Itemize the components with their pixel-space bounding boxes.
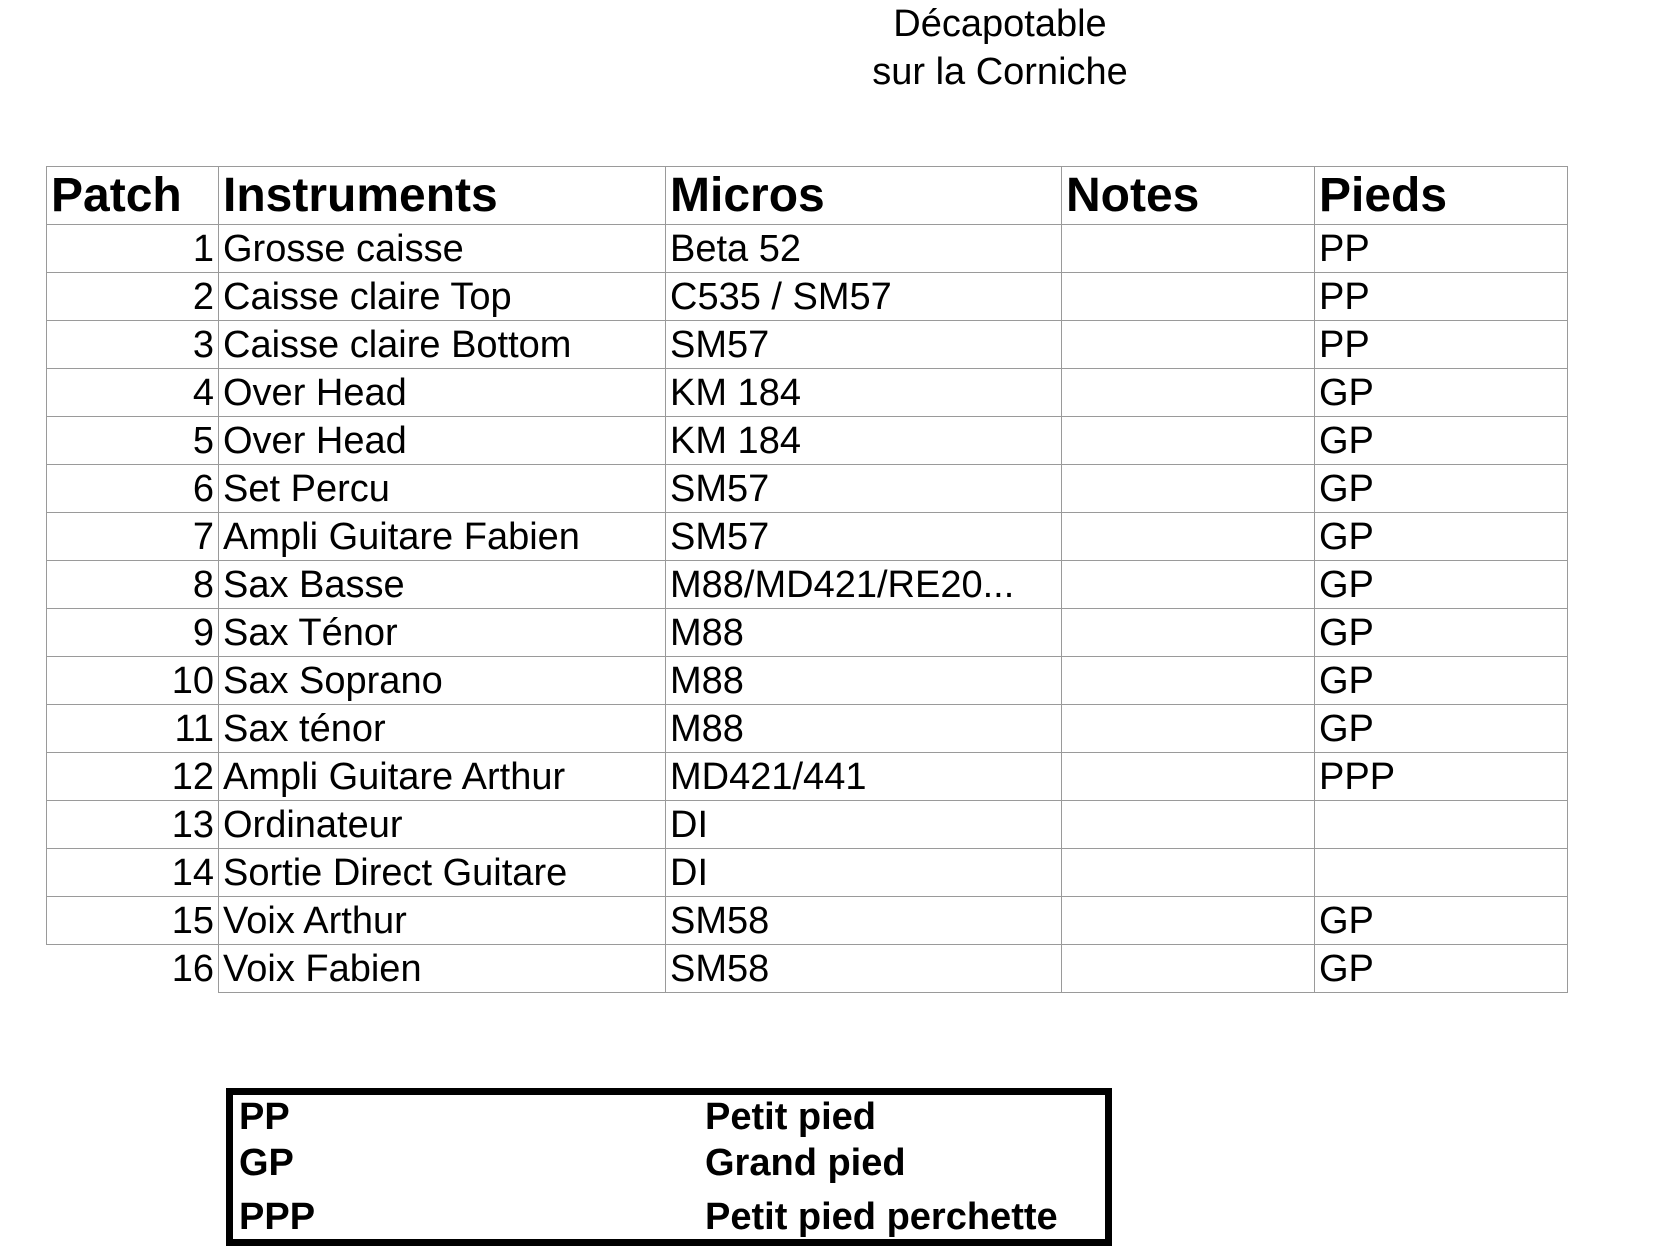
legend-row [239,1141,1099,1185]
notes-cell [1062,849,1315,897]
pied-cell: GP [1315,705,1568,753]
patch-number-cell: 7 [47,513,219,561]
title-line-1: Décapotable [893,3,1107,45]
pied-cell [1315,801,1568,849]
notes-cell [1062,273,1315,321]
instrument-cell: Set Percu [219,465,666,513]
pied-cell: PP [1315,321,1568,369]
notes-cell [1062,561,1315,609]
table-row [47,273,1568,321]
notes-cell [1062,897,1315,945]
table-row [47,849,1568,897]
notes-cell [1062,513,1315,561]
legend-abbreviation: PP [239,1096,290,1138]
micro-cell: SM57 [666,321,1062,369]
instrument-cell: Sax Ténor [219,609,666,657]
notes-cell [1062,417,1315,465]
micro-cell: MD421/441 [666,753,1062,801]
legend-box [226,1088,1112,1246]
micro-cell: SM57 [666,465,1062,513]
patch-number-cell: 10 [47,657,219,705]
micro-cell: M88 [666,705,1062,753]
patch-number-cell: 9 [47,609,219,657]
patch-number-cell: 13 [47,801,219,849]
patch-number-cell: 14 [47,849,219,897]
legend-abbreviation: GP [239,1142,294,1184]
pied-cell: GP [1315,417,1568,465]
patch-number-cell: 6 [47,465,219,513]
notes-cell [1062,801,1315,849]
notes-cell [1062,945,1315,993]
micro-cell: DI [666,849,1062,897]
pied-cell: GP [1315,513,1568,561]
instrument-cell: Over Head [219,417,666,465]
table-row [47,417,1568,465]
patch-number-cell: 1 [47,225,219,273]
header-patch: Patch [47,167,219,225]
legend-row [239,1095,1099,1139]
patch-number-cell: 11 [47,705,219,753]
pied-cell: GP [1315,945,1568,993]
table-row [47,321,1568,369]
instrument-cell: Voix Arthur [219,897,666,945]
patch-number-cell: 3 [47,321,219,369]
micro-cell: M88 [666,609,1062,657]
table-row [47,753,1568,801]
micro-cell: SM57 [666,513,1062,561]
notes-cell [1062,321,1315,369]
legend-description: Grand pied [705,1142,906,1184]
micro-cell: M88 [666,657,1062,705]
patch-number-cell: 4 [47,369,219,417]
patch-number-cell: 8 [47,561,219,609]
table-row [47,465,1568,513]
pied-cell: PP [1315,225,1568,273]
table-header-row [47,167,1568,225]
table-row [47,657,1568,705]
document-title [860,0,1140,96]
pied-cell: GP [1315,561,1568,609]
micro-cell: KM 184 [666,417,1062,465]
micro-cell: C535 / SM57 [666,273,1062,321]
table-row [47,369,1568,417]
micro-cell: M88/MD421/RE20... [666,561,1062,609]
legend-abbreviation: PPP [239,1196,316,1238]
instrument-cell: Sax Soprano [219,657,666,705]
table-row [47,561,1568,609]
notes-cell [1062,753,1315,801]
pied-cell: GP [1315,609,1568,657]
header-pieds: Pieds [1315,167,1568,225]
table-body [47,225,1568,993]
pied-cell: GP [1315,369,1568,417]
notes-cell [1062,465,1315,513]
micro-cell: SM58 [666,897,1062,945]
table-row [47,609,1568,657]
pied-cell: GP [1315,897,1568,945]
pied-cell: PP [1315,273,1568,321]
header-micros: Micros [666,167,1062,225]
micro-cell: KM 184 [666,369,1062,417]
notes-cell [1062,369,1315,417]
instrument-cell: Ampli Guitare Arthur [219,753,666,801]
table-row [47,513,1568,561]
table-row [47,225,1568,273]
table-row [47,897,1568,945]
instrument-cell: Sortie Direct Guitare [219,849,666,897]
instrument-cell: Voix Fabien [219,945,666,993]
pied-cell [1315,849,1568,897]
notes-cell [1062,657,1315,705]
legend-description: Petit pied perchette [705,1196,1058,1238]
legend-description: Petit pied [705,1096,877,1138]
micro-cell: SM58 [666,945,1062,993]
title-line-2: sur la Corniche [872,51,1128,93]
table-row [47,705,1568,753]
header-notes: Notes [1062,167,1315,225]
instrument-cell: Ampli Guitare Fabien [219,513,666,561]
instrument-cell: Caisse claire Top [219,273,666,321]
patch-number-cell: 16 [47,945,219,993]
instrument-cell: Sax ténor [219,705,666,753]
instrument-cell: Grosse caisse [219,225,666,273]
legend-row [239,1195,1099,1239]
table-row [47,945,1568,993]
table-row [47,801,1568,849]
pied-cell: GP [1315,657,1568,705]
instrument-cell: Sax Basse [219,561,666,609]
patch-number-cell: 15 [47,897,219,945]
notes-cell [1062,225,1315,273]
patch-number-cell: 5 [47,417,219,465]
micro-cell: Beta 52 [666,225,1062,273]
patch-number-cell: 2 [47,273,219,321]
patch-list-table [46,166,1568,993]
pied-cell: GP [1315,465,1568,513]
micro-cell: DI [666,801,1062,849]
instrument-cell: Ordinateur [219,801,666,849]
notes-cell [1062,705,1315,753]
instrument-cell: Caisse claire Bottom [219,321,666,369]
notes-cell [1062,609,1315,657]
pied-cell: PPP [1315,753,1568,801]
header-instruments: Instruments [219,167,666,225]
patch-number-cell: 12 [47,753,219,801]
instrument-cell: Over Head [219,369,666,417]
